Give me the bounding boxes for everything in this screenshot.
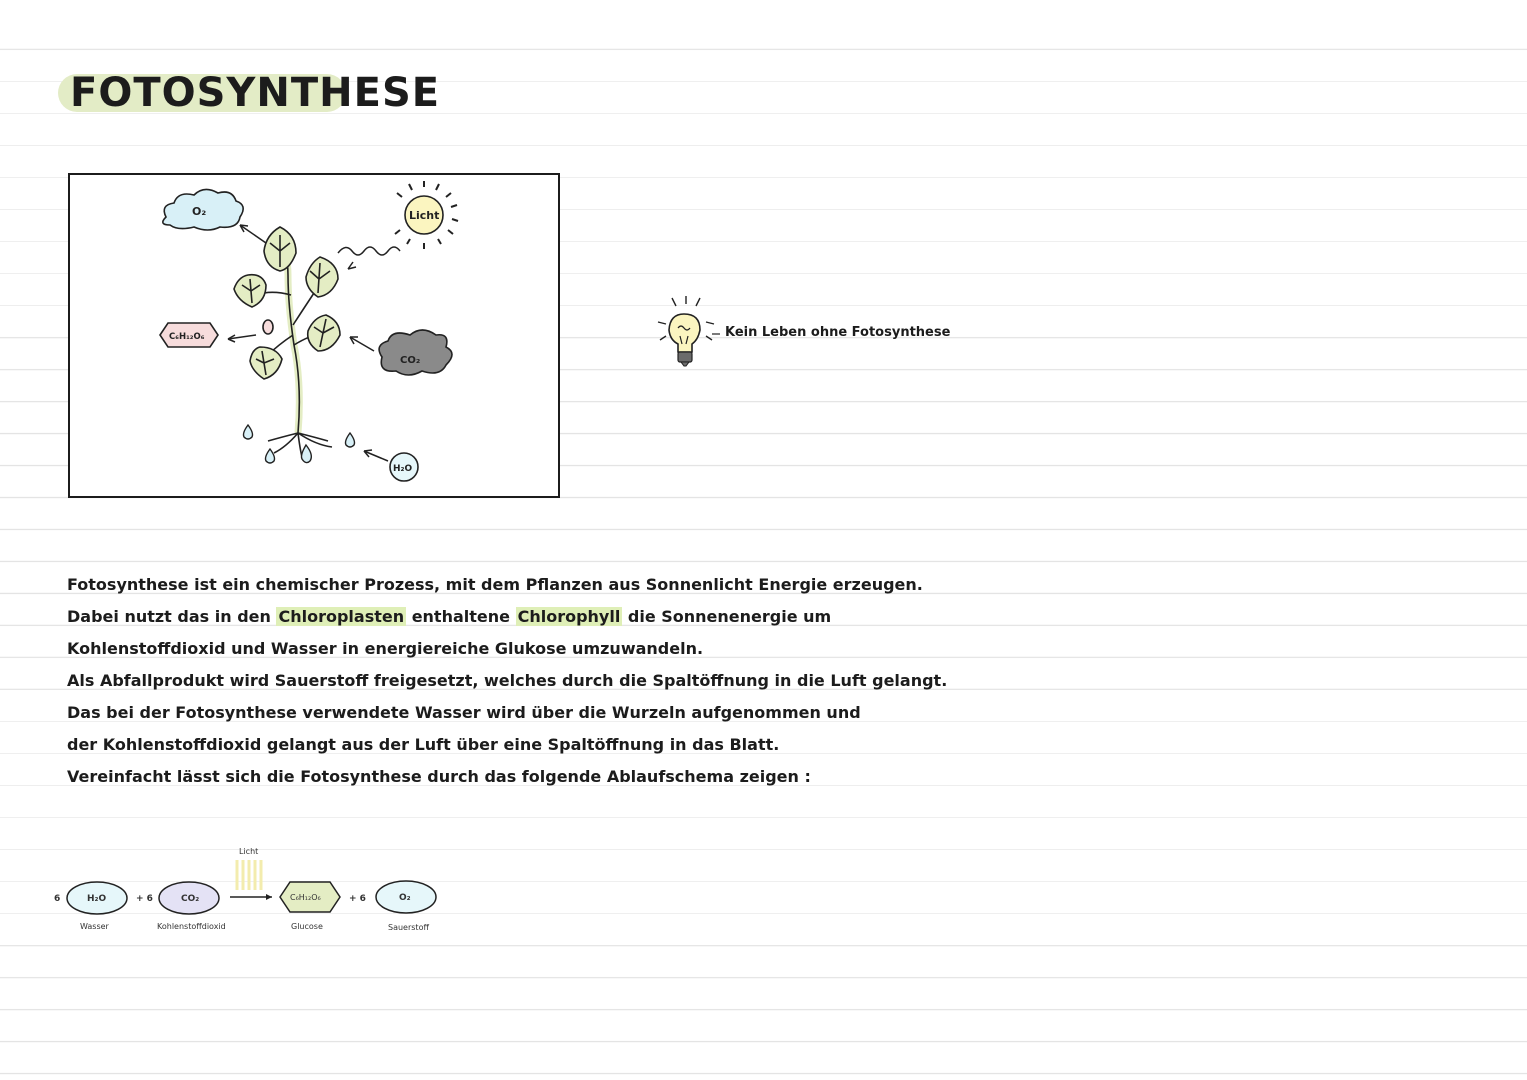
co2-label: Kohlenstoffdioxid xyxy=(157,922,226,931)
reaction-scheme xyxy=(40,840,460,940)
glucose-formula: C₆H₁₂O₆ xyxy=(290,893,321,902)
paragraph-line-2 xyxy=(67,606,831,628)
plant-illustration xyxy=(70,175,558,496)
light-label: Licht xyxy=(409,209,440,222)
text-segment: enthaltene xyxy=(411,607,510,626)
paragraph-line-6: der Kohlenstoffdioxid gelangt aus der Luft über eine Spaltöffnung in das Blatt. xyxy=(67,735,780,754)
water-label: Wasser xyxy=(80,922,109,931)
o2-label: O₂ xyxy=(192,205,207,218)
photosynthesis-diagram xyxy=(68,173,560,498)
paragraph-line-4: Als Abfallprodukt wird Sauerstoff freigesetzt, welches durch die Spaltöffnung in die Luft gelangt. xyxy=(67,671,948,690)
coefficient-water: 6 xyxy=(54,894,61,904)
paragraph-line-7: Vereinfacht lässt sich die Fotosynthese durch das folgende Ablaufschema zeigen : xyxy=(67,767,811,786)
sun-icon xyxy=(395,181,458,249)
co2-cloud-icon xyxy=(379,330,452,375)
water-molecule-icon xyxy=(67,882,127,914)
o2-molecule-icon xyxy=(376,881,436,913)
plus-co2: + 6 xyxy=(136,894,153,904)
h2o-icon xyxy=(390,453,418,481)
o2-label: Sauerstoff xyxy=(388,923,429,932)
plant-icon xyxy=(234,227,340,457)
page-title: FOTOSYNTHESE xyxy=(70,70,441,116)
co2-formula: CO₂ xyxy=(181,894,200,904)
text-segment: Dabei nutzt das in den xyxy=(67,607,271,626)
glucose-label: Glucose xyxy=(291,922,323,931)
text-segment: die Sonnenenergie um xyxy=(627,607,832,626)
co2-label: CO₂ xyxy=(400,355,421,366)
h2o-label: H₂O xyxy=(393,464,413,474)
light-bulb-icon xyxy=(652,294,718,370)
plus-o2: + 6 xyxy=(349,894,366,904)
o2-formula: O₂ xyxy=(399,893,411,903)
glucose-label: C₆H₁₂O₆ xyxy=(169,332,205,342)
reaction-arrow-icon xyxy=(230,894,272,900)
o2-cloud-icon xyxy=(163,189,243,230)
glucose-molecule-icon xyxy=(280,882,340,912)
light-label: Licht xyxy=(239,847,259,856)
co2-molecule-icon xyxy=(159,882,219,914)
dash-icon xyxy=(712,332,720,336)
paragraph-line-3: Kohlenstoffdioxid und Wasser in energiereiche Glukose umzuwandeln. xyxy=(67,639,704,658)
water-formula: H₂O xyxy=(87,894,107,904)
paragraph-line-5: Das bei der Fotosynthese verwendete Wasser wird über die Wurzeln aufgenommen und xyxy=(67,703,861,722)
tip-text: Kein Leben ohne Fotosynthese xyxy=(725,325,951,340)
light-rays-icon xyxy=(237,860,261,890)
paragraph-line-1: Fotosynthese ist ein chemischer Prozess, mit dem Pflanzen aus Sonnenlicht Energie erzeugen. xyxy=(67,575,923,594)
highlight-chloroplasten: Chloroplasten xyxy=(278,607,405,626)
highlight-chlorophyll: Chlorophyll xyxy=(517,607,621,626)
glucose-icon xyxy=(160,323,218,347)
